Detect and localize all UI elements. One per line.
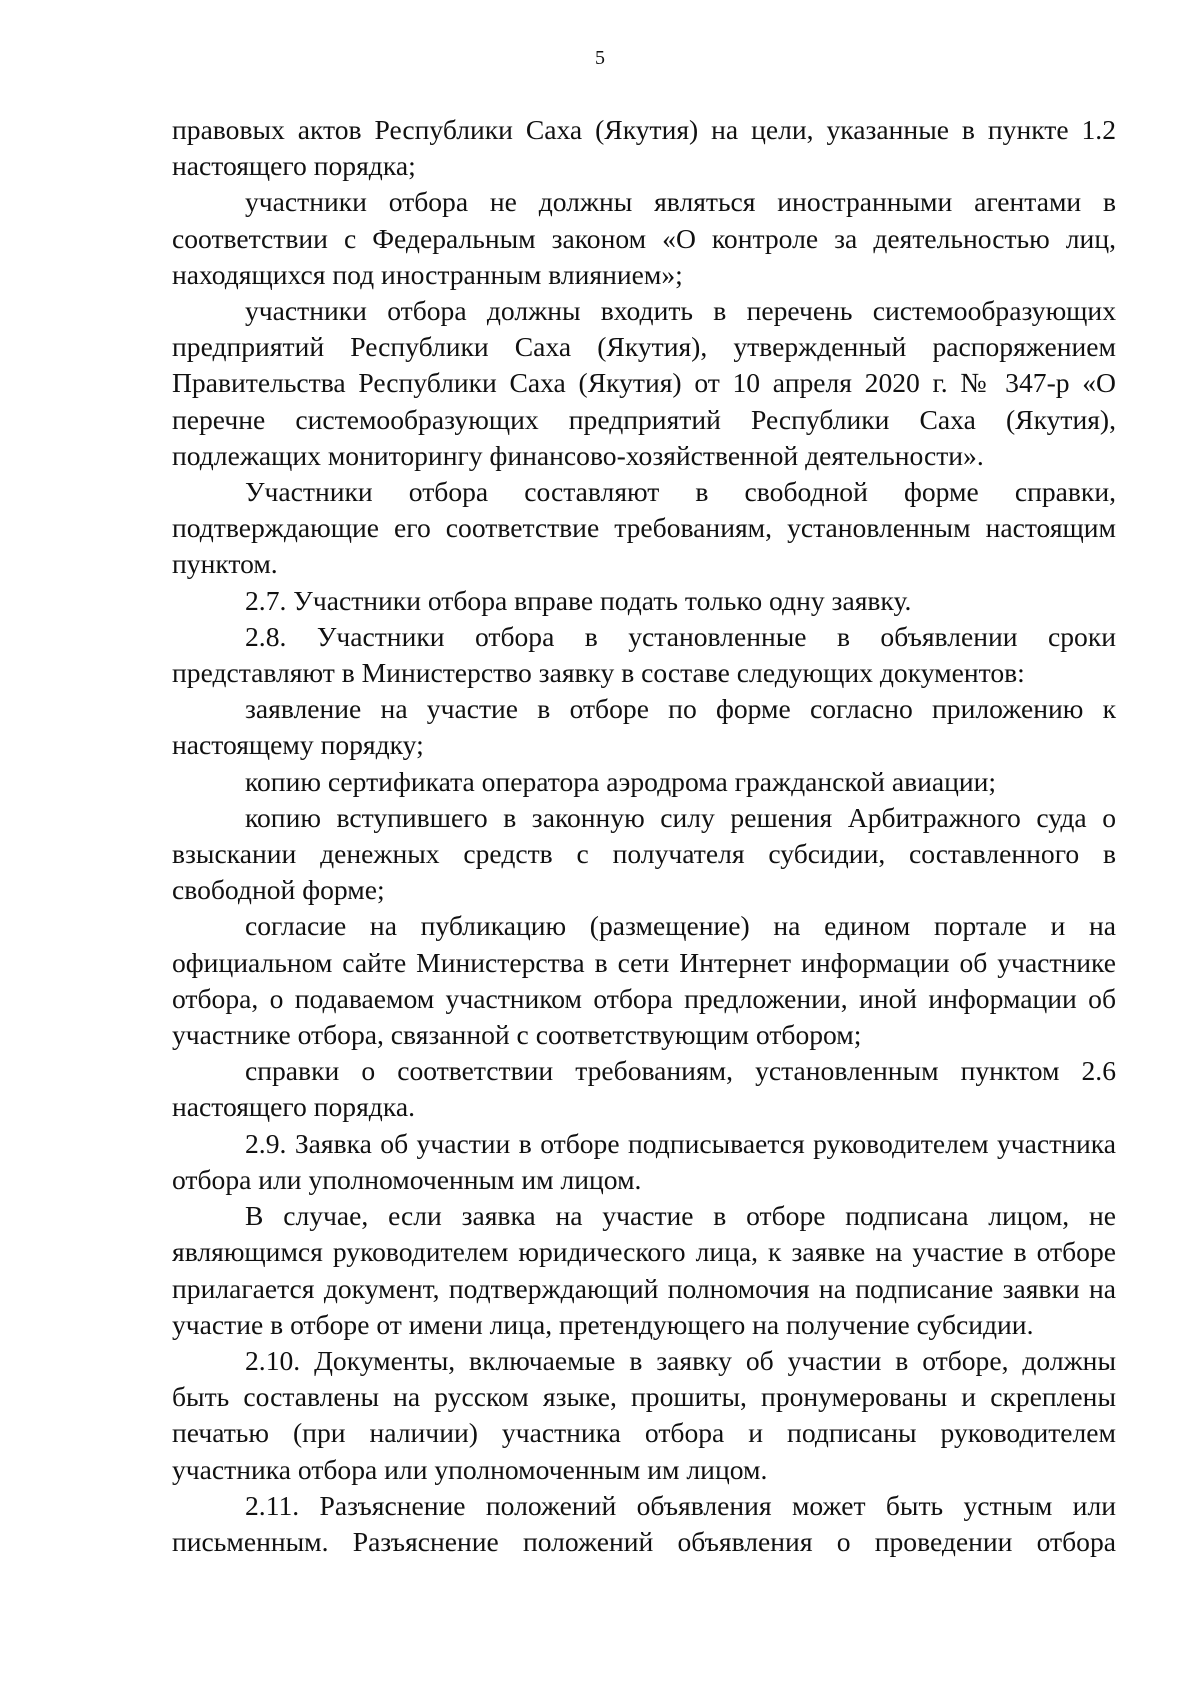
paragraph-2-8: 2.8. Участники отбора в установленные в объявлении сроки представляют в Министерство заявку в составе следующих документов:	[172, 620, 1116, 689]
paragraph-compliance-certificates: справки о соответствии требованиям, установленным пунктом 2.6 настоящего порядка.	[172, 1055, 1116, 1123]
paragraph-foreign-agents: участники отбора не должны являться иностранными агентами в соответствии с Федеральным законом «О контроле за деятельностью лиц, находящихся под иностранным влиянием»;	[172, 186, 1116, 290]
paragraph-system-enterprises-list: участники отбора должны входить в перечень системообразующих предприятий Республики Саха (Якутия), утвержденный распоряжением Правительства Республики Саха (Якутия) от 10 апреля 2020 г. № 347-р «О перечне системообразующих предприятий Республики Саха (Якутия), подлежащих мониторингу финансово-хозяйственной деятельности».	[172, 295, 1116, 471]
paragraph-2-11: 2.11. Разъяснение положений объявления может быть устным или письменным. Разъяснение положений объявления о проведении отбора	[172, 1489, 1116, 1557]
paragraph-legal-acts-continuation: правовых актов Республики Саха (Якутия) на цели, указанные в пункте 1.2 настоящего порядка;	[172, 114, 1116, 182]
paragraph-certificates-free-form: Участники отбора составляют в свободной форме справки, подтверждающие его соответствие требованиям, установленным настоящим пунктом.	[172, 476, 1116, 580]
document-body	[172, 112, 1116, 1560]
paragraph-court-decision-copy: копию вступившего в законную силу решения Арбитражного суда о взыскании денежных средств с получателя субсидии, составленного в свободной форме;	[172, 801, 1116, 906]
paragraph-aerodrome-certificate: копию сертификата оператора аэродрома гражданской авиации;	[245, 765, 997, 797]
paragraph-2-10: 2.10. Документы, включаемые в заявку об участии в отборе, должны быть составлены на русском языке, прошиты, пронумерованы и скреплены печатью (при наличии) участника отбора и подписаны руководителем участника отбора или уполномоченным им лицом.	[172, 1344, 1116, 1485]
paragraph-authority-document: В случае, если заявка на участие в отборе подписана лицом, не являющимся руководителем юридического лица, к заявке на участие в отборе прилагается документ, подтверждающий полномочия на подписание заявки на участие в отборе от имени лица, претендующего на получение субсидии.	[172, 1200, 1116, 1340]
page-number: 5	[595, 47, 605, 69]
paragraph-2-7: 2.7. Участники отбора вправе подать только одну заявку.	[245, 584, 912, 616]
paragraph-application-form: заявление на участие в отборе по форме согласно приложению к настоящему порядку;	[172, 693, 1116, 761]
paragraph-publication-consent: согласие на публикацию (размещение) на едином портале и на официальном сайте Министерства в сети Интернет информации об участнике отбора, о подаваемом участником отбора предложении, иной информации об участнике отбора, связанной с соответствующим отбором;	[172, 910, 1116, 1051]
paragraph-2-9: 2.9. Заявка об участии в отборе подписывается руководителем участника отбора или уполномоченным им лицом.	[172, 1127, 1116, 1195]
